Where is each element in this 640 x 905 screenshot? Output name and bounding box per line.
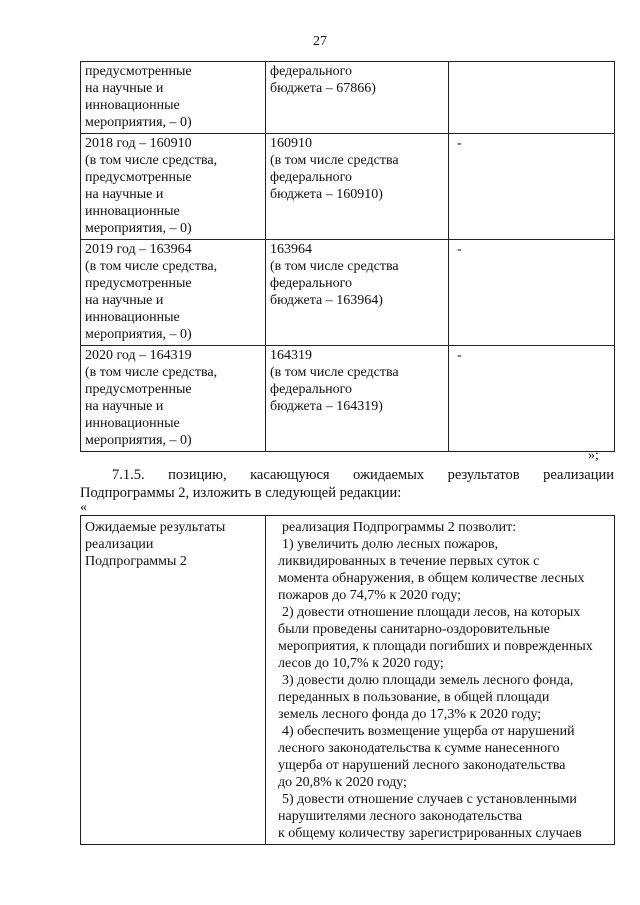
cell-line: - [457, 136, 462, 151]
funding-cell-2 [266, 134, 449, 240]
results-label-line: Ожидаемые результаты [85, 520, 226, 535]
cell-line: (в том числе средства, [85, 259, 218, 274]
results-content-line: ликвидированных в течение первых суток с [278, 554, 540, 569]
cell-line: 2018 год – 160910 [85, 136, 192, 151]
cell-line: 160910 [270, 136, 312, 151]
results-content-line: были проведены санитарно-оздоровительные [278, 622, 550, 637]
funding-cell-1 [81, 346, 266, 452]
cell-line: на научные и [85, 81, 164, 96]
results-content-line: пожаров до 74,7% к 2020 году; [278, 588, 462, 603]
cell-line: бюджета – 160910) [270, 187, 383, 202]
results-content-line: момента обнаружения, в общем количестве лесных [278, 571, 585, 586]
cell-line: федерального [270, 170, 353, 185]
cell-line: (в том числе средства, [85, 153, 218, 168]
cell-line: мероприятия, – 0) [85, 221, 192, 236]
results-content-cell [266, 516, 615, 845]
funding-cell-1 [81, 62, 266, 134]
cell-line: федерального [270, 382, 353, 397]
results-content-line: земель лесного фонда до 17,3% к 2020 году; [278, 707, 542, 722]
cell-line: бюджета – 163964) [270, 293, 383, 308]
page-number: 27 [313, 34, 327, 49]
paragraph-line-1: 7.1.5. позицию, касающуюся ожидаемых результатов реализации [112, 467, 614, 483]
cell-line: федерального [270, 276, 353, 291]
opening-quote: « [80, 500, 87, 515]
cell-line: мероприятия, – 0) [85, 327, 192, 342]
paragraph-line-2: Подпрограммы 2, изложить в следующей редакции: [80, 485, 402, 501]
funding-cell-3 [449, 240, 615, 346]
results-content-line: мероприятия, к площади погибших и поврежденных [278, 639, 593, 654]
results-label-line: реализации [85, 537, 154, 552]
cell-line: бюджета – 67866) [270, 81, 376, 96]
cell-line: мероприятия, – 0) [85, 115, 192, 130]
funding-row [81, 134, 615, 240]
results-content-line: нарушителями лесного законодательства [278, 809, 523, 824]
funding-table-body [81, 62, 615, 452]
results-content-line: ущерба от нарушений лесного законодательства [278, 758, 566, 773]
cell-line: 2020 год – 164319 [85, 348, 192, 363]
funding-cell-1 [81, 134, 266, 240]
funding-cell-1 [81, 240, 266, 346]
results-content-line: переданных в пользование, в общей площади [278, 690, 550, 705]
results-content-line: лесов до 10,7% к 2020 году; [278, 656, 444, 671]
results-content-line: 2) довести отношение площади лесов, на которых [282, 605, 581, 620]
cell-line: 2019 год – 163964 [85, 242, 192, 257]
cell-line: на научные и [85, 399, 164, 414]
cell-line: бюджета – 164319) [270, 399, 383, 414]
funding-cell-3 [449, 346, 615, 452]
cell-line: - [457, 242, 462, 257]
funding-cell-2 [266, 62, 449, 134]
cell-line: (в том числе средства, [85, 365, 218, 380]
closing-quote: »; [588, 448, 599, 463]
results-label-line: Подпрограммы 2 [85, 554, 187, 569]
cell-line: (в том числе средства [270, 259, 399, 274]
funding-table [80, 61, 615, 452]
funding-cell-3 [449, 134, 615, 240]
results-row [81, 516, 615, 845]
cell-line: на научные и [85, 293, 164, 308]
results-content-line: реализация Подпрограммы 2 позволит: [282, 520, 517, 535]
results-label-cell [81, 516, 266, 845]
results-content-line: лесного законодательства к сумме нанесенного [278, 741, 560, 756]
results-content-line: 3) довести долю площади земель лесного фонда, [282, 673, 574, 688]
results-table [80, 515, 615, 845]
cell-line: федерального [270, 64, 353, 79]
funding-row [81, 62, 615, 134]
funding-cell-3 [449, 62, 615, 134]
results-content-line: 1) увеличить долю лесных пожаров, [282, 537, 499, 552]
cell-line: инновационные [85, 310, 180, 325]
results-content-line: до 20,8% к 2020 году; [278, 775, 407, 790]
results-content-line: к общему количеству зарегистрированных случаев [278, 826, 582, 841]
cell-line: 164319 [270, 348, 312, 363]
cell-line: (в том числе средства [270, 365, 399, 380]
cell-line: инновационные [85, 98, 180, 113]
results-content-line: 5) довести отношение случаев с установленными [282, 792, 577, 807]
results-content-line: 4) обеспечить возмещение ущерба от нарушений [282, 724, 575, 739]
funding-cell-2 [266, 346, 449, 452]
cell-line: предусмотренные [85, 276, 192, 291]
cell-line: предусмотренные [85, 64, 192, 79]
cell-line: 163964 [270, 242, 312, 257]
cell-line: предусмотренные [85, 170, 192, 185]
cell-line: инновационные [85, 204, 180, 219]
cell-line: - [457, 348, 462, 363]
cell-line: мероприятия, – 0) [85, 433, 192, 448]
cell-line: (в том числе средства [270, 153, 399, 168]
cell-line: предусмотренные [85, 382, 192, 397]
funding-row [81, 346, 615, 452]
funding-row [81, 240, 615, 346]
cell-line: инновационные [85, 416, 180, 431]
funding-cell-2 [266, 240, 449, 346]
cell-line: на научные и [85, 187, 164, 202]
